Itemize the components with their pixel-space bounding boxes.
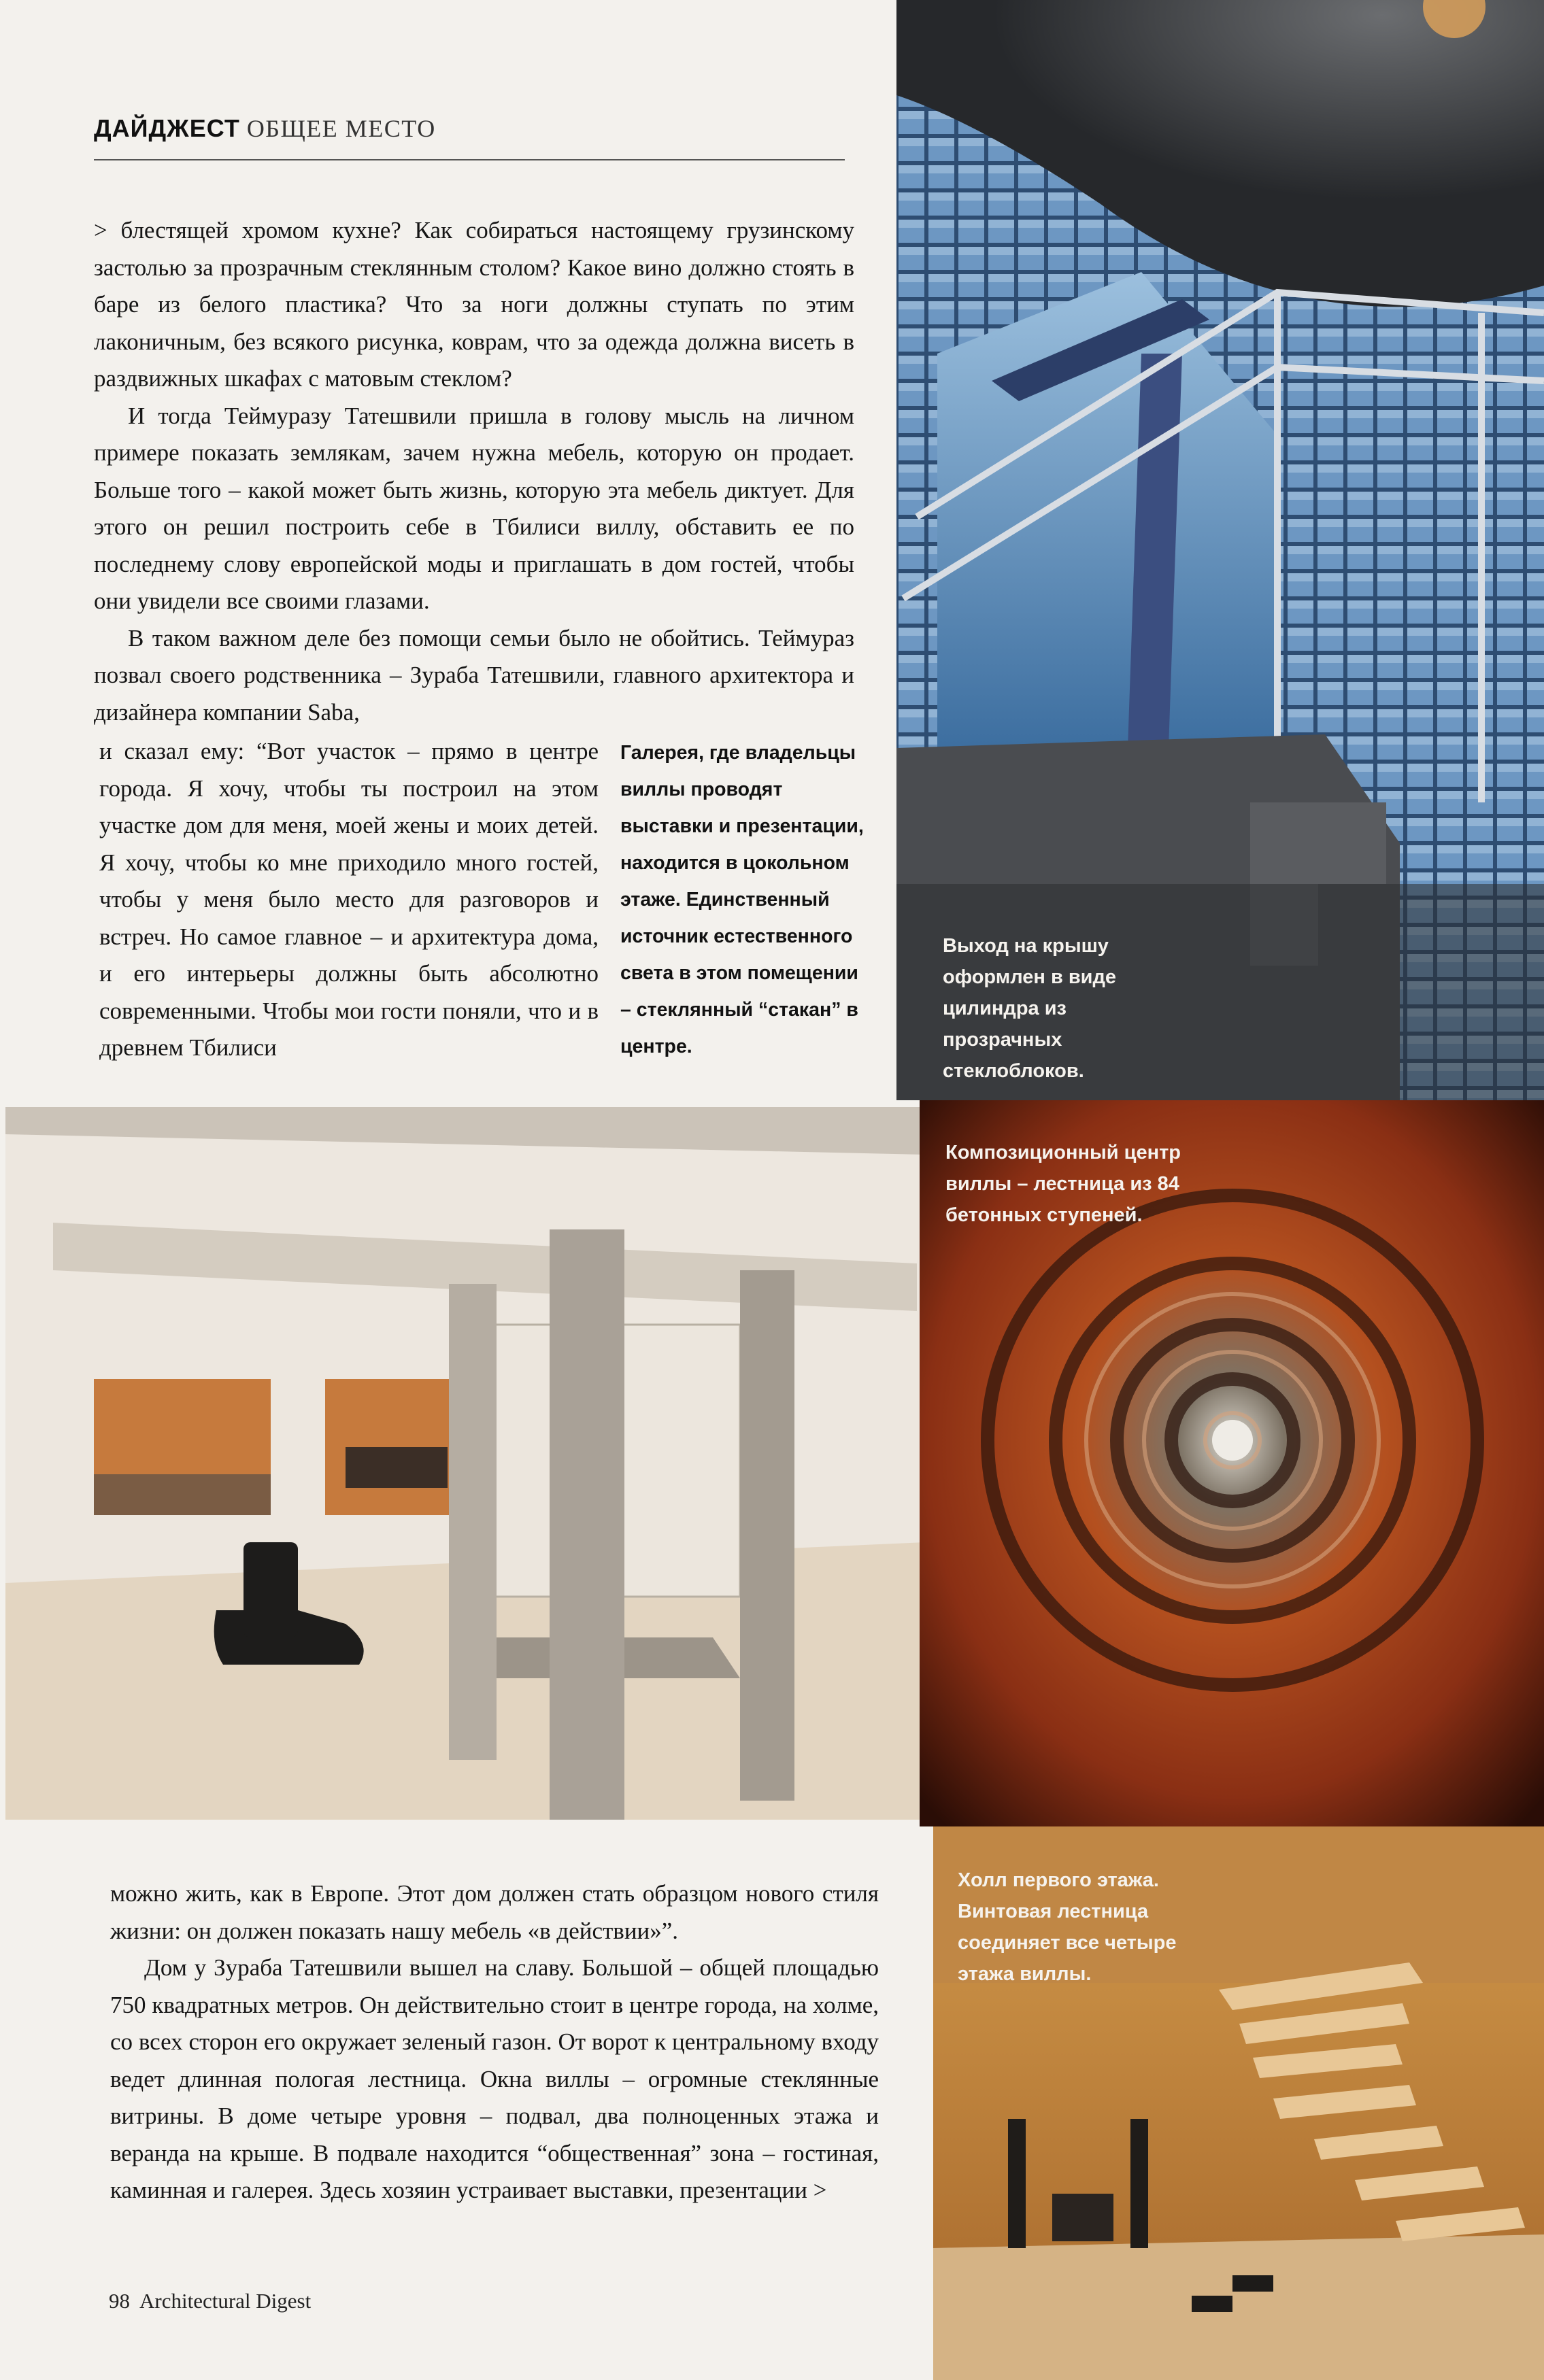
article-text-column: [99, 733, 599, 1067]
section-header: [94, 114, 436, 143]
gallery-interior-image: [5, 1107, 925, 1820]
paragraph: и сказал ему: “Вот участок – прямо в центре города. Я хочу, чтобы ты построил на этом участке дом для меня, моей жены и моих детей. Я хочу, чтобы ко мне приходило много гостей, чтобы у меня было место для разговоров и встреч. Но самое главное – и архитектура дома, и его интерьеры должны быть абсолютно современными. Чтобы мои гости поняли, что и в древнем Тбилиси: [99, 738, 599, 1061]
page-footer: [109, 2289, 311, 2313]
magazine-name: Architectural Digest: [139, 2289, 312, 2313]
section-name: ДАЙДЖЕСТ: [94, 114, 240, 142]
hall-caption: Холл первого этажа. Винтовая лестница соединяет все четыре этажа виллы.: [958, 1869, 1177, 1985]
gallery-photo: [5, 1107, 925, 1820]
roof-exit-caption: Выход на крышу оформлен в виде цилиндра из прозрачных стеклоблоков.: [943, 935, 1117, 1082]
paragraph: И тогда Теймуразу Татешвили пришла в голову мысль на личном примере показать землякам, зачем нужна мебель, которую он продает. Больше того – какой может быть жизнь, которую эта мебель диктует. Для этого он решил построить себе в Тбилиси виллу, обставить ее по последнему слову европейской моды и приглашать в дом гостей, чтобы они увидели все своими глазами.: [94, 402, 854, 614]
gallery-caption: Галерея, где владельцы виллы проводят выставки и презентации, находится в цокольном этаже. Единственный источник естественного света в этом помещении – стеклянный “стакан” в центре.: [620, 742, 864, 1057]
subsection-name: ОБЩЕЕ МЕСТО: [246, 115, 436, 142]
paragraph: > блестящей хромом кухне? Как собираться настоящему грузинскому застолью за прозрачным стеклянным столом? Какое вино должно стоять в баре из белого пластика? Что за ноги должны ступать по этим лаконичным, без всякого рисунка, коврам, что за одежда должна висеть в раздвижных шкафах с матовым стеклом?: [94, 217, 854, 392]
paragraph: В таком важном деле без помощи семьи было не обойтись. Теймураз позвал своего родственника – Зураба Татешвили, главного архитектора и дизайнера компании Saba,: [94, 624, 854, 726]
staircase-caption: Композиционный центр виллы – лестница из 84 бетонных ступеней.: [945, 1142, 1181, 1226]
article-text-bottom: [110, 1875, 879, 2209]
page-number: 98: [109, 2289, 130, 2313]
article-text-top: [94, 212, 854, 731]
paragraph: Дом у Зураба Татешвили вышел на славу. Большой – общей площадью 750 квадратных метров. Он действительно стоит в центре города, на холме, со всех сторон его окружает зеленый газон. От ворот к центральному входу ведет длинная пологая лестница. Окна виллы – огромные стеклянные витрины. В доме четыре уровня – подвал, два полноценных этажа и веранда на крыше. В подвале находится “общественная” зона – гостиная, каминная и галерея. Здесь хозяин устраивает выставки, презентации >: [110, 1954, 879, 2203]
header-rule: [94, 159, 845, 160]
paragraph: можно жить, как в Европе. Этот дом должен стать образцом нового стиля жизни: он должен показать нашу мебель «в действии»”.: [110, 1880, 879, 1944]
